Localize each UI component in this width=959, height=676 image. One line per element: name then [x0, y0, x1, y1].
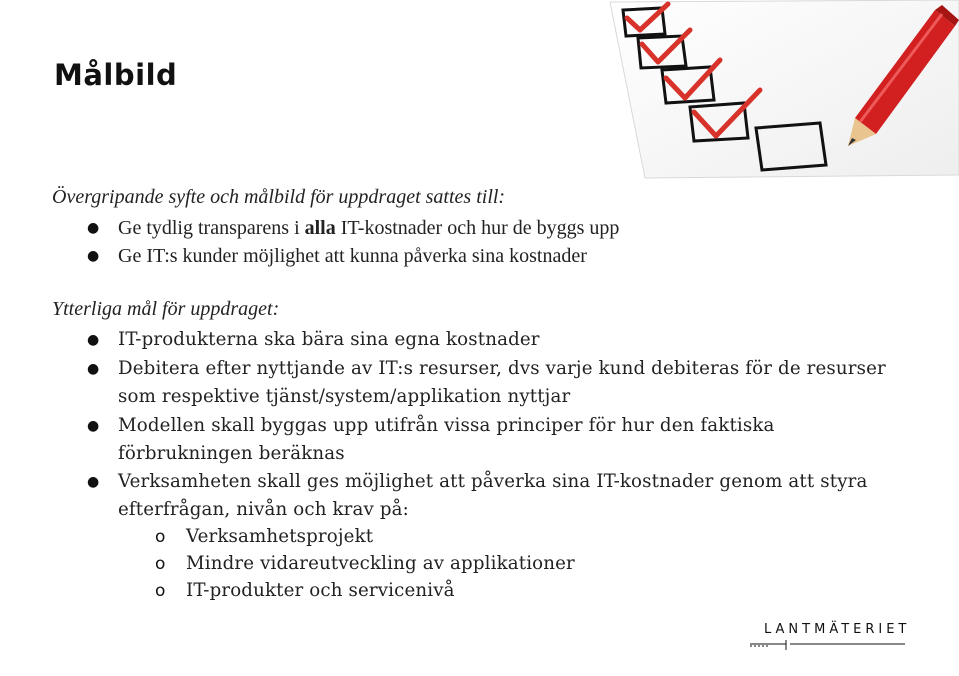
sub-bullet-icon: o	[155, 581, 166, 601]
section2-heading: Ytterliga mål för uppdraget:	[52, 298, 280, 320]
bullet-icon: ●	[87, 220, 100, 236]
bullet-icon: ●	[87, 474, 100, 490]
bullet-icon: ●	[87, 418, 100, 434]
bullet-icon: ●	[87, 332, 100, 348]
lantmateriet-logo: LANTMÄTERIET	[764, 622, 911, 637]
checklist-illustration	[590, 0, 959, 180]
sub-bullet-icon: o	[155, 527, 166, 547]
bullet-icon: ●	[87, 361, 100, 377]
bullet-icon: ●	[87, 248, 100, 264]
sub-bullet-icon: o	[155, 554, 166, 574]
page-title: Målbild	[54, 58, 178, 92]
section1-heading: Övergripande syfte och målbild för uppdraget sattes till:	[52, 186, 506, 208]
